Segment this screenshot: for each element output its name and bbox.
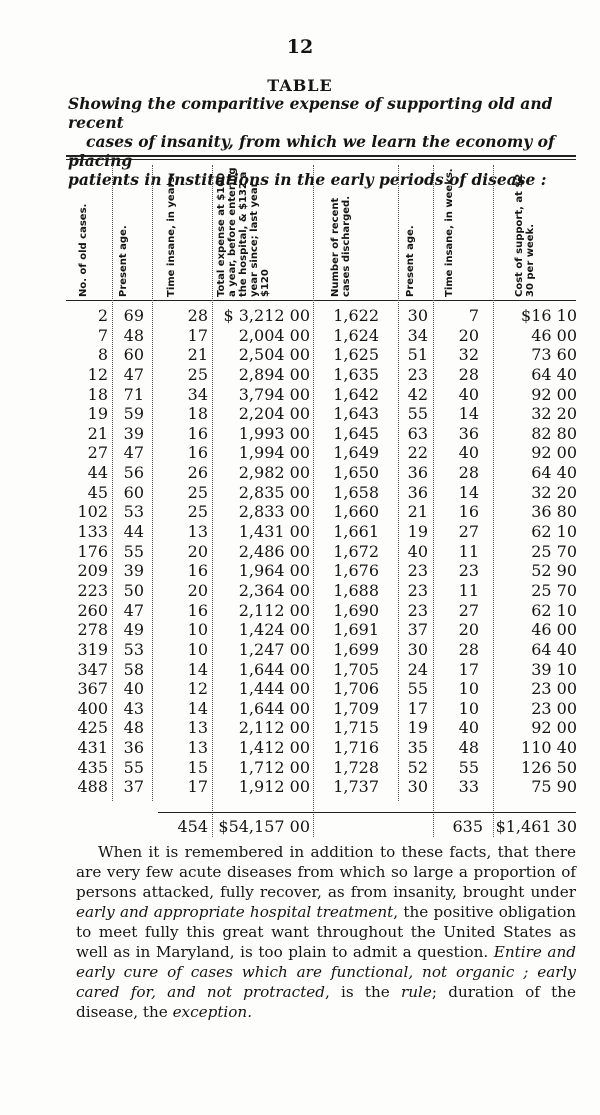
cell-total-expense: 1,712 00: [238, 757, 310, 777]
cell-recent-case-no: 1,624: [333, 325, 379, 345]
cell-time-insane-years: 12: [187, 679, 208, 699]
cell-recent-case-no: 1,706: [333, 679, 379, 699]
cell-total-expense: 1,994 00: [238, 443, 310, 463]
cell-time-insane-years: 13: [187, 718, 208, 738]
total-expense: $54,157 00: [218, 817, 310, 836]
table-row: [0, 542, 600, 562]
cell-present-age-old: 49: [123, 620, 144, 640]
cell-old-case-no: 260: [77, 600, 108, 620]
cell-total-expense: 1,412 00: [238, 738, 310, 758]
cell-cost-of-support: 25 70: [531, 580, 577, 600]
table-row: [0, 581, 600, 601]
cell-cost-of-support: 32 20: [531, 404, 577, 424]
cell-total-expense: 1,993 00: [238, 423, 310, 443]
cell-time-insane-years: 10: [187, 639, 208, 659]
cell-old-case-no: 133: [77, 522, 108, 542]
cell-present-age-old: 47: [123, 364, 144, 384]
cell-present-age-recent: 36: [407, 463, 428, 483]
cell-time-insane-weeks: 23: [458, 561, 479, 581]
table-row: [0, 326, 600, 346]
cell-recent-case-no: 1,625: [333, 345, 379, 365]
cell-old-case-no: 102: [77, 502, 108, 522]
cell-recent-case-no: 1,690: [333, 600, 379, 620]
cell-time-insane-years: 21: [187, 345, 208, 365]
caption-line-3: patients in Institutions in the early periods of disease :: [68, 170, 547, 189]
table-top-rule-thin: [66, 159, 576, 160]
cell-time-insane-years: 16: [187, 600, 208, 620]
cell-present-age-recent: 23: [407, 561, 428, 581]
cell-recent-case-no: 1,643: [333, 404, 379, 424]
cell-total-expense: 2,364 00: [238, 580, 310, 600]
cell-total-expense: 2,982 00: [238, 463, 310, 483]
cell-present-age-recent: 23: [407, 600, 428, 620]
cell-time-insane-weeks: 14: [458, 404, 479, 424]
cell-present-age-old: 39: [123, 561, 144, 581]
cell-time-insane-years: 28: [187, 306, 208, 325]
cell-time-insane-weeks: 28: [458, 639, 479, 659]
cell-cost-of-support: 92 00: [531, 443, 577, 463]
cell-recent-case-no: 1,715: [333, 718, 379, 738]
cell-total-expense: 2,004 00: [238, 325, 310, 345]
cell-old-case-no: 18: [87, 384, 108, 404]
table-row: [0, 738, 600, 758]
cell-time-insane-weeks: 40: [458, 718, 479, 738]
cell-present-age-recent: 52: [407, 757, 428, 777]
cell-time-insane-years: 25: [187, 502, 208, 522]
cell-total-expense: 2,112 00: [238, 718, 310, 738]
cell-present-age-recent: 42: [407, 384, 428, 404]
cell-old-case-no: 45: [87, 482, 108, 502]
table-row: [0, 424, 600, 444]
paragraph-emphasis-2: Entire and early cure of cases which are functional, not organic ; early cared for, and not protracted: [76, 943, 576, 1001]
cell-total-expense: 2,835 00: [238, 482, 310, 502]
cell-time-insane-weeks: 36: [458, 423, 479, 443]
cell-present-age-recent: 35: [407, 738, 428, 758]
cell-present-age-old: 43: [123, 698, 144, 718]
cell-recent-case-no: 1,716: [333, 738, 379, 758]
cell-old-case-no: 7: [97, 325, 108, 345]
paragraph-emphasis-3: rule: [401, 983, 432, 1001]
cell-total-expense: 2,112 00: [238, 600, 310, 620]
paragraph-text-2: , the positive obligation to meet fully this great want throughout the United States as well as in Maryland, is too plain to admit a question.: [76, 903, 576, 961]
paragraph-emphasis-1: early and appropriate hospital treatment: [76, 903, 394, 921]
cell-recent-case-no: 1,650: [333, 463, 379, 483]
header-recent-cases: Number of recent cases discharged.: [330, 195, 352, 297]
cell-cost-of-support: 126 50: [521, 757, 577, 777]
header-total-expense: Total expense at $100 a year, before entering the hospital, & $132 a year since; last year $120: [216, 167, 271, 297]
cell-present-age-recent: 34: [407, 325, 428, 345]
cell-present-age-old: 60: [123, 482, 144, 502]
cell-old-case-no: 319: [77, 639, 108, 659]
cell-cost-of-support: 23 00: [531, 698, 577, 718]
table-row: [0, 777, 600, 797]
header-old-cases: No. of old cases.: [78, 203, 89, 297]
cell-old-case-no: 431: [77, 738, 108, 758]
cell-present-age-recent: 21: [407, 502, 428, 522]
cell-time-insane-years: 16: [187, 443, 208, 463]
cell-present-age-old: 56: [123, 463, 144, 483]
table-row: [0, 620, 600, 640]
cell-present-age-recent: 30: [407, 777, 428, 797]
cell-time-insane-weeks: 40: [458, 443, 479, 463]
cell-present-age-old: 58: [123, 659, 144, 679]
table-row: [0, 463, 600, 483]
cell-old-case-no: 21: [87, 423, 108, 443]
paragraph-text-3: , is the: [325, 983, 401, 1001]
cell-old-case-no: 425: [77, 718, 108, 738]
cell-present-age-old: 71: [123, 384, 144, 404]
cell-present-age-recent: 37: [407, 620, 428, 640]
table-row: [0, 404, 600, 424]
cell-present-age-old: 47: [123, 443, 144, 463]
cell-time-insane-weeks: 55: [458, 757, 479, 777]
cell-time-insane-years: 20: [187, 541, 208, 561]
cell-total-expense: 2,504 00: [238, 345, 310, 365]
cell-present-age-old: 53: [123, 502, 144, 522]
table-row: [0, 443, 600, 463]
paragraph-emphasis-4: exception.: [172, 1003, 253, 1021]
table-row: [0, 561, 600, 581]
cell-recent-case-no: 1,622: [333, 306, 379, 325]
cell-total-expense: 1,644 00: [238, 698, 310, 718]
cell-old-case-no: 2: [97, 306, 108, 325]
cell-present-age-old: 47: [123, 600, 144, 620]
page-number: 12: [286, 36, 314, 58]
table-row: [0, 483, 600, 503]
cell-old-case-no: 19: [87, 404, 108, 424]
cell-time-insane-weeks: 14: [458, 482, 479, 502]
cell-recent-case-no: 1,645: [333, 423, 379, 443]
cell-present-age-old: 36: [123, 738, 144, 758]
table-row: [0, 758, 600, 778]
cell-present-age-old: 55: [123, 757, 144, 777]
cell-present-age-old: 50: [123, 580, 144, 600]
cell-time-insane-years: 34: [187, 384, 208, 404]
cell-cost-of-support: 75 90: [531, 777, 577, 797]
header-divider: [66, 300, 576, 301]
cell-cost-of-support: 39 10: [531, 659, 577, 679]
cell-time-insane-weeks: 16: [458, 502, 479, 522]
cell-recent-case-no: 1,676: [333, 561, 379, 581]
header-time-insane-years: Time insane, in years.: [166, 172, 177, 297]
cell-present-age-old: 40: [123, 679, 144, 699]
cell-cost-of-support: 52 90: [531, 561, 577, 581]
cell-time-insane-weeks: 27: [458, 600, 479, 620]
cell-total-expense: 2,833 00: [238, 502, 310, 522]
table-top-rule: [66, 155, 576, 157]
cell-time-insane-years: 13: [187, 522, 208, 542]
cell-present-age-recent: 23: [407, 364, 428, 384]
cell-cost-of-support: 25 70: [531, 541, 577, 561]
caption-line-1: Showing the comparitive expense of supporting old and recent: [68, 94, 553, 132]
cell-old-case-no: 400: [77, 698, 108, 718]
cell-cost-of-support: 64 40: [531, 364, 577, 384]
cell-old-case-no: 27: [87, 443, 108, 463]
cell-total-expense: 1,444 00: [238, 679, 310, 699]
cell-time-insane-years: 16: [187, 423, 208, 443]
cell-cost-of-support: 64 40: [531, 639, 577, 659]
cell-present-age-old: 59: [123, 404, 144, 424]
cell-present-age-old: 44: [123, 522, 144, 542]
table-row: [0, 365, 600, 385]
total-weeks: 635: [452, 817, 483, 836]
table-row: [0, 660, 600, 680]
table-row: [0, 601, 600, 621]
cell-cost-of-support: 62 10: [531, 600, 577, 620]
cell-total-expense: $ 3,212 00: [223, 306, 310, 325]
cell-cost-of-support: 82 80: [531, 423, 577, 443]
cell-present-age-old: 48: [123, 718, 144, 738]
cell-present-age-recent: 23: [407, 580, 428, 600]
cell-total-expense: 1,964 00: [238, 561, 310, 581]
cell-total-expense: 1,247 00: [238, 639, 310, 659]
cell-present-age-recent: 30: [407, 639, 428, 659]
table-row: [0, 385, 600, 405]
cell-present-age-recent: 30: [407, 306, 428, 325]
cell-time-insane-years: 15: [187, 757, 208, 777]
caption-line-2: cases of insanity, from which we learn the economy of placing: [68, 132, 555, 170]
cell-cost-of-support: 46 00: [531, 325, 577, 345]
cell-present-age-old: 55: [123, 541, 144, 561]
cell-time-insane-weeks: 32: [458, 345, 479, 365]
table-row: [0, 502, 600, 522]
totals-row: [0, 816, 600, 838]
cell-time-insane-years: 20: [187, 580, 208, 600]
cell-time-insane-years: 13: [187, 738, 208, 758]
header-present-age-recent: Present age.: [405, 225, 416, 297]
cell-recent-case-no: 1,709: [333, 698, 379, 718]
table-row: [0, 306, 600, 326]
cell-recent-case-no: 1,728: [333, 757, 379, 777]
cell-present-age-recent: 36: [407, 482, 428, 502]
header-cost-of-support: Cost of support, at $2 30 per week.: [514, 173, 536, 297]
cell-total-expense: 3,794 00: [238, 384, 310, 404]
cell-time-insane-weeks: 11: [458, 580, 479, 600]
cell-time-insane-years: 18: [187, 404, 208, 424]
cell-present-age-recent: 22: [407, 443, 428, 463]
cell-time-insane-years: 17: [187, 325, 208, 345]
cell-recent-case-no: 1,688: [333, 580, 379, 600]
cell-old-case-no: 44: [87, 463, 108, 483]
cell-recent-case-no: 1,672: [333, 541, 379, 561]
cell-recent-case-no: 1,737: [333, 777, 379, 797]
total-years: 454: [177, 817, 208, 836]
cell-recent-case-no: 1,642: [333, 384, 379, 404]
cell-total-expense: 1,644 00: [238, 659, 310, 679]
cell-present-age-old: 37: [123, 777, 144, 797]
cell-old-case-no: 347: [77, 659, 108, 679]
cell-present-age-old: 60: [123, 345, 144, 365]
cell-present-age-recent: 51: [407, 345, 428, 365]
cell-old-case-no: 367: [77, 679, 108, 699]
cell-time-insane-weeks: 20: [458, 620, 479, 640]
cell-present-age-recent: 19: [407, 522, 428, 542]
cell-total-expense: 1,912 00: [238, 777, 310, 797]
total-cost: $1,461 30: [495, 817, 577, 836]
cell-cost-of-support: 64 40: [531, 463, 577, 483]
paragraph-text-4: ; duration of the disease, the: [76, 983, 576, 1021]
cell-old-case-no: 8: [97, 345, 108, 365]
cell-total-expense: 2,486 00: [238, 541, 310, 561]
cell-present-age-recent: 17: [407, 698, 428, 718]
cell-time-insane-years: 25: [187, 482, 208, 502]
cell-time-insane-weeks: 28: [458, 463, 479, 483]
cell-recent-case-no: 1,699: [333, 639, 379, 659]
paragraph-text-1: When it is remembered in addition to these facts, that there are very few acute diseases from which so large a proportion of persons attacked, fully recover, as from insanity, brought under: [76, 843, 576, 901]
cell-present-age-old: 69: [123, 306, 144, 325]
cell-cost-of-support: 46 00: [531, 620, 577, 640]
cell-time-insane-years: 14: [187, 659, 208, 679]
cell-old-case-no: 488: [77, 777, 108, 797]
cell-total-expense: 1,431 00: [238, 522, 310, 542]
header-present-age-old: Present age.: [118, 225, 129, 297]
cell-present-age-recent: 63: [407, 423, 428, 443]
cell-time-insane-weeks: 28: [458, 364, 479, 384]
cell-recent-case-no: 1,705: [333, 659, 379, 679]
cell-time-insane-years: 14: [187, 698, 208, 718]
table-caption: [68, 94, 580, 189]
cell-present-age-recent: 24: [407, 659, 428, 679]
cell-cost-of-support: 62 10: [531, 522, 577, 542]
table-row: [0, 640, 600, 660]
cell-old-case-no: 176: [77, 541, 108, 561]
cell-recent-case-no: 1,658: [333, 482, 379, 502]
cell-time-insane-weeks: 10: [458, 679, 479, 699]
cell-time-insane-years: 25: [187, 364, 208, 384]
cell-old-case-no: 435: [77, 757, 108, 777]
cell-time-insane-weeks: 17: [458, 659, 479, 679]
cell-present-age-recent: 55: [407, 404, 428, 424]
cell-cost-of-support: 92 00: [531, 384, 577, 404]
cell-time-insane-weeks: 27: [458, 522, 479, 542]
cell-cost-of-support: 92 00: [531, 718, 577, 738]
header-time-insane-weeks: Time insane, in weeks.: [444, 168, 455, 297]
cell-time-insane-weeks: 11: [458, 541, 479, 561]
cell-present-age-recent: 40: [407, 541, 428, 561]
cell-time-insane-weeks: 7: [468, 306, 479, 325]
table-row: [0, 522, 600, 542]
cell-total-expense: 2,894 00: [238, 364, 310, 384]
cell-present-age-old: 48: [123, 325, 144, 345]
cell-present-age-recent: 19: [407, 718, 428, 738]
table-body: [0, 306, 600, 797]
cell-old-case-no: 12: [87, 364, 108, 384]
cell-cost-of-support: 110 40: [521, 738, 577, 758]
cell-time-insane-years: 17: [187, 777, 208, 797]
cell-recent-case-no: 1,649: [333, 443, 379, 463]
cell-old-case-no: 209: [77, 561, 108, 581]
cell-recent-case-no: 1,691: [333, 620, 379, 640]
table-row: [0, 679, 600, 699]
cell-recent-case-no: 1,661: [333, 522, 379, 542]
cell-total-expense: 2,204 00: [238, 404, 310, 424]
cell-cost-of-support: 23 00: [531, 679, 577, 699]
table-row: [0, 699, 600, 719]
cell-present-age-old: 53: [123, 639, 144, 659]
cell-recent-case-no: 1,660: [333, 502, 379, 522]
cell-cost-of-support: $16 10: [521, 306, 577, 325]
cell-time-insane-years: 26: [187, 463, 208, 483]
cell-time-insane-years: 16: [187, 561, 208, 581]
cell-cost-of-support: 32 20: [531, 482, 577, 502]
cell-total-expense: 1,424 00: [238, 620, 310, 640]
cell-time-insane-weeks: 10: [458, 698, 479, 718]
table-row: [0, 718, 600, 738]
cell-cost-of-support: 36 80: [531, 502, 577, 522]
cell-present-age-recent: 55: [407, 679, 428, 699]
cell-cost-of-support: 73 60: [531, 345, 577, 365]
cell-time-insane-weeks: 48: [458, 738, 479, 758]
cell-present-age-old: 39: [123, 423, 144, 443]
cell-time-insane-years: 10: [187, 620, 208, 640]
body-paragraph: [76, 842, 576, 1022]
table-row: [0, 345, 600, 365]
table-title: TABLE: [267, 76, 333, 95]
cell-time-insane-weeks: 33: [458, 777, 479, 797]
cell-time-insane-weeks: 40: [458, 384, 479, 404]
cell-old-case-no: 223: [77, 580, 108, 600]
cell-time-insane-weeks: 20: [458, 325, 479, 345]
cell-recent-case-no: 1,635: [333, 364, 379, 384]
totals-rule: [158, 812, 576, 813]
cell-old-case-no: 278: [77, 620, 108, 640]
